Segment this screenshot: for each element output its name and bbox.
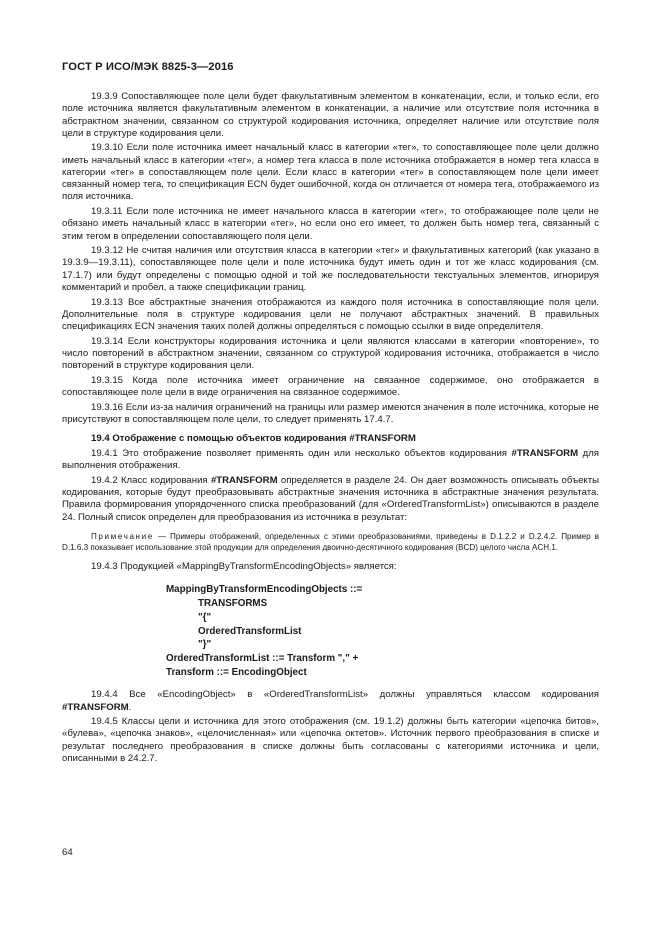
code-line: OrderedTransformList ::= Transform "," + — [166, 652, 359, 664]
note-label: Примечание — [91, 531, 154, 541]
clause-19-3-12: 19.3.12 Не считая наличия или отсутствия класса в категории «тег» и факультативных категорий (как указано в 19.3.9—19.3.11), сопоставляющее поле цели и поле источника будут иметь один и тот же класс кодирования (см. 17.1.7) или будут определены с помощью одной и той же последовательности текстуальных элементов, игнорируя комментарий и пробел, а также спецификации границ. — [62, 245, 599, 293]
clause-19-4-4-text-a: 19.4.4 Все «EncodingObject» в «OrderedTransformList» должны управляться классом кодирования — [91, 689, 599, 701]
clause-19-4-4-text-c: . — [128, 701, 132, 713]
transform-keyword: #TRANSFORM — [62, 701, 129, 713]
clause-19-3-16: 19.3.16 Если из-за наличия ограничений на границы или размер имеются значения в поле источника, которые не присутствуют в сопоставляющем поле цели, то следует применять 17.4.7. — [62, 401, 599, 425]
clause-19-3-15: 19.3.15 Когда поле источника имеет ограничение на связанное содержимое, оно отображается в сопоставляющее поле цели в виде ограничения на связанное содержимое. — [62, 374, 599, 399]
clause-19-3-9: 19.3.9 Сопоставляющее поле цели будет факультативным элементом в конкатенации, если, и только если, его поле источника является факультативным элементом в конкатенации, а наличие или отсутствие поля источника в абстрактном значении, связанном со структурой кодирования источника, определяет наличие или отсутствие поля цели в структуре кодирования цели. — [62, 91, 599, 139]
transform-keyword: #TRANSFORM — [210, 474, 278, 486]
clause-19-4-1 — [62, 448, 599, 473]
code-line: "}" — [198, 639, 212, 651]
clause-19-3-10: 19.3.10 Если поле источника имеет начальный класс в категории «тег», то сопоставляющее поле цели должно иметь начальный класс в категории «тег», а номер тега класса в поле источника отображается в номер тега класса в категории «тег» в сопоставляющем поле цели. Если класс в категории «тег» в сопоставляющем поле цели имеет связанный номер тега, то спецификация ECN будет ошибочной, когда он отличается от номера тега, отображаемого из поля источника. — [62, 142, 599, 203]
clause-19-3-14: 19.3.14 Если конструкторы кодирования источника и цели являются классами в категории «повторение», то число повторений в абстрактном значении, связанном со структурой кодирования источника, отображается в число повторений в структуре кодирования цели. — [62, 335, 599, 372]
page-number: 64 — [62, 847, 73, 858]
code-line: OrderedTransformList — [198, 625, 302, 637]
clause-19-3-11: 19.3.11 Если поле источника не имеет начального класса в категории «тег», то отображающее поле цели не обязано иметь начальный класс в категории «тег», но если оно его имеет, то должен быть номер тега, связанный с этим тегом в определении сопоставляющего поля цели. — [62, 206, 599, 242]
clause-19-3-13: 19.3.13 Все абстрактные значения отображаются из каждого поля источника в сопоставляющие поля цели. Дополнительные поля в структуре кодирования цели не получают абстрактных значений. В правильных спецификациях ECN значения таких полей должны определяться с помощью ссылки в виде определителя. — [62, 296, 599, 333]
clause-19-4-5: 19.4.5 Классы цели и источника для этого отображения (см. 19.1.2) должны быть категории «цепочка битов», «булева», «цепочка знаков», «целочисленная» или «цепочка октетов». Источник первого преобразования в списке и результат последнего преобразования в списке должны быть согласованы с категориями источника и цели, описанными в 24.2.7. — [62, 716, 599, 764]
clause-19-4-2-text-c: определяется в разделе 24. Он дает возможность описывать объекты кодирования, которые будут преобразовывать абстрактные значения источника в абстрактные значения результата. Правила формирования упорядоченного списка преобразований (для «OrderedTransformList») описываются в разделе 24. Полный список определен для преобразования из источника в результат: — [62, 474, 599, 523]
clause-19-4-2-text-a: 19.4.2 Класс кодирования — [91, 474, 211, 486]
code-line: Transform ::= EncodingObject — [166, 666, 307, 678]
clause-19-4-4 — [62, 689, 599, 714]
code-line: "{" — [198, 611, 212, 623]
note — [62, 531, 599, 553]
transform-keyword: #TRANSFORM — [511, 447, 579, 459]
clause-19-4-3: 19.4.3 Продукцией «MappingByTransformEncodingObjects» является: — [91, 561, 397, 573]
section-heading-text: 19.4 Отображение с помощью объектов кодирования #TRANSFORM — [91, 433, 416, 445]
clause-19-4-1-text-c: для выполнения отображения. — [62, 447, 599, 472]
section-heading-19-4 — [62, 433, 599, 445]
code-line: TRANSFORMS — [198, 598, 268, 610]
document-body — [62, 91, 599, 768]
clause-19-4-1-text-a: 19.4.1 Это отображение позволяет применять один или несколько объектов кодирования — [91, 447, 512, 459]
code-line: MappingByTransformEncodingObjects ::= — [166, 584, 363, 596]
clause-19-4-2 — [62, 475, 599, 524]
document-header: ГОСТ Р ИСО/МЭК 8825-3—2016 — [62, 61, 234, 73]
production-code-block — [166, 583, 599, 679]
note-text: — Примеры отображений, определенных с этими преобразованиями, приведены в D.1.2.2 и D.2.4.2. Пример в D.1.6.3 показывает использование этой продукции для определения двоично-десятичного кодирования (BCD) целого числа ACH.1. — [62, 531, 599, 552]
